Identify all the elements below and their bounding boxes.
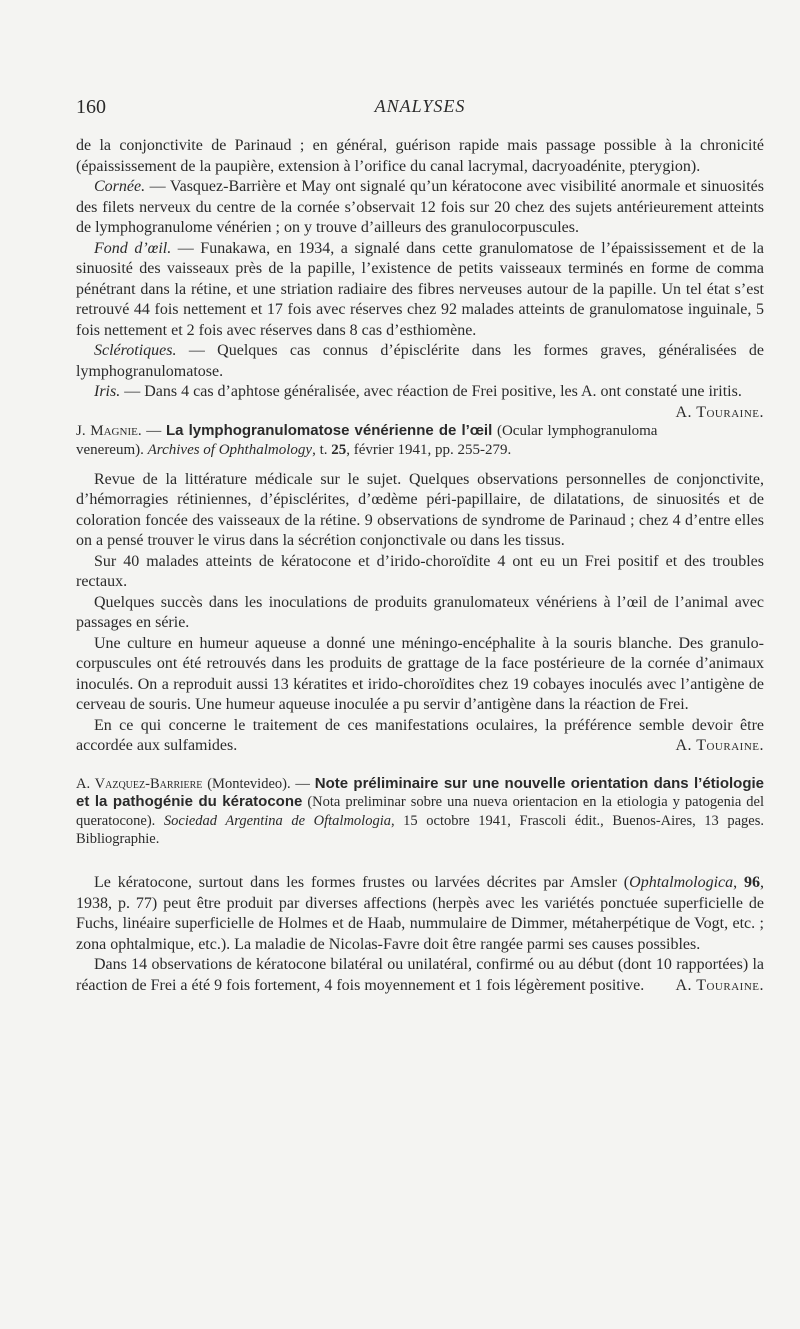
paragraph: Sur 40 malades atteints de kératocone et d’irido-choroïdite 4 ont eu un Frei positif et des troubles rectaux.	[76, 552, 764, 590]
paragraph: Revue de la littérature médicale sur le sujet. Quelques observations personnelles de conjonctivite, d’hémorragies rétiniennes, d’épisclérites, d’œdème péri-papillaire, de dilatations, de sinuosités et de coloration foncée des vaisseaux de la rétine. 9 observations de syndrome de Parinaud ; chez 4 d’entre elles on a pensé trouver le virus dans la sécrétion conjonctivale ou dans les tissus.	[76, 470, 764, 549]
paragraph-keratocone: Le kératocone, surtout dans les formes frustes ou larvées décrites par Amsler (Ophtalmologica, 96, 1938, p. 77) peut être produit par diverses affections (herpès avec les variétés ponctuée superficielle de Fuchs, linéaire superficielle de Holmes et de Haab, nummulaire de Dimmer, métaherpétique de Vogt, etc. ; zona ophtalmique, etc.). La maladie de Nicolas-Favre doit être rangée parmi ses causes possibles.	[76, 874, 765, 953]
signature: A. Touraine.	[675, 403, 764, 421]
paragraph-observations: Dans 14 observations de kératocone bilatéral ou unilatéral, confirmé ou au début (dont 10 rapportées) la réaction de Frei a été 9 fois fortement, 4 fois moyennement et 1 fois légèrement positive. A. Touraine.	[76, 955, 764, 996]
article-title: Note préliminaire sur une nouvelle orientation dans l’étiologie et la pathogénie du kératocone	[76, 774, 765, 810]
running-title: ANALYSES	[374, 96, 466, 116]
volume-number: 96	[744, 874, 761, 891]
reference-heading: A. Vazquez-Barriere (Montevideo). — Note préliminaire sur une nouvelle orientation dans l’étiologie et la pathogénie du kératocone (Nota preliminar sobre una nueva orientacion en la etiologia y patogenia del queratocone). Sociedad Argentina de Oftalmologia, 15 octobre 1941, Frascoli édit., Buenos-Aires, 13 pages. Bibliographie.	[76, 774, 765, 847]
paragraph-cornee: Cornée. — Vasquez-Barrière et May ont signalé qu’un kératocone avec visibilité anormale et sinuosités des filets nerveux du centre de la cornée s’observait 12 fois sur 20 chez des sujets antérieurement atteints de lymphogranulome vénérien ; on y trouve d’ailleurs des granulocorpuscules.	[76, 178, 764, 236]
paragraph: Une culture en humeur aqueuse a donné une méningo-encéphalite à la souris blanche. Des granulo-corpuscules ont été retrouvés dans les produits de grattage de la face postérieure de la cornée d’animaux inoculés. On a reproduit aussi 13 kératites et irido-choroïdites chez 19 cobayes inoculés avec l’antigène de cerveau de souris. Une humeur aqueuse inoculée a pu servir d’antigène dans la réaction de Frei.	[76, 634, 764, 713]
page-header	[76, 92, 764, 126]
page-number: 160	[76, 96, 106, 118]
journal-name: Sociedad Argentina de Oftalmologia	[163, 812, 391, 829]
author: J. Magnie.	[76, 422, 142, 439]
paragraph-sclerotiques: Sclérotiques. — Quelques cas connus d’épisclérite dans les formes graves, généralisées de lymphogranulomatose.	[76, 342, 764, 380]
paragraph-parinaud: de la conjonctivite de Parinaud ; en général, guérison rapide mais passage possible à la chronicité (épaississement de la paupière, extension à l’orifice du canal lacrymal, dacryoadénite, pterygion).	[76, 137, 764, 175]
paragraph: Quelques succès dans les inoculations de produits granulomateux vénériens à l’œil de l’animal avec passages en série.	[76, 593, 764, 631]
paragraph-iris: Iris. — Dans 4 cas d’aphtose généralisée, avec réaction de Frei positive, les A. ont constaté une iritis. A. Touraine.	[76, 382, 764, 403]
section-label-fond-oeil: Fond d’œil.	[94, 239, 172, 257]
signature: A. Touraine.	[675, 976, 764, 994]
section-label-iris: Iris.	[94, 383, 121, 400]
section-label-sclerotiques: Sclérotiques.	[94, 342, 177, 359]
article-title: La lymphogranulomatose vénérienne de l’œil	[165, 421, 493, 439]
volume-number: 25	[331, 441, 347, 458]
author: A. Vazquez-Barriere	[76, 775, 203, 792]
section-label-cornee: Cornée.	[94, 178, 146, 195]
journal-page	[76, 92, 764, 996]
journal-name: Ophtalmologica	[629, 874, 734, 891]
paragraph-fond-oeil: Fond d’œil. — Funakawa, en 1934, a signalé dans cette granulomatose de l’épaississement et de la sinuosité des vaisseaux près de la papille, l’existence de petits vaisseaux terminés en forme de comma pénétrant dans la rétine, et une striation radiaire des fibres nerveuses autour de la papille. Un tel état s’est retrouvé 44 fois nettement et 17 fois avec réserves chez 92 malades atteints de granulomatose inguinale, 5 fois nettement et 2 fois avec réserves dans 8 cas d’esthiomène.	[76, 239, 764, 339]
reference-heading: J. Magnie. — La lymphogranulomatose vénérienne de l’œil (Ocular lymphogranuloma venereum). Archives of Ophthalmology, t. 25, février 1941, pp. 255-279.	[76, 421, 658, 458]
signature: A. Touraine.	[675, 737, 764, 754]
citation-vazquez-barriere	[76, 775, 764, 997]
paragraph-treatment: En ce qui concerne le traitement de ces manifestations oculaires, la préférence semble devoir être accordée aux sulfamides. A. Touraine.	[76, 716, 764, 757]
journal-name: Archives of Ophthalmology	[147, 441, 313, 458]
citation-magnie	[76, 421, 764, 757]
